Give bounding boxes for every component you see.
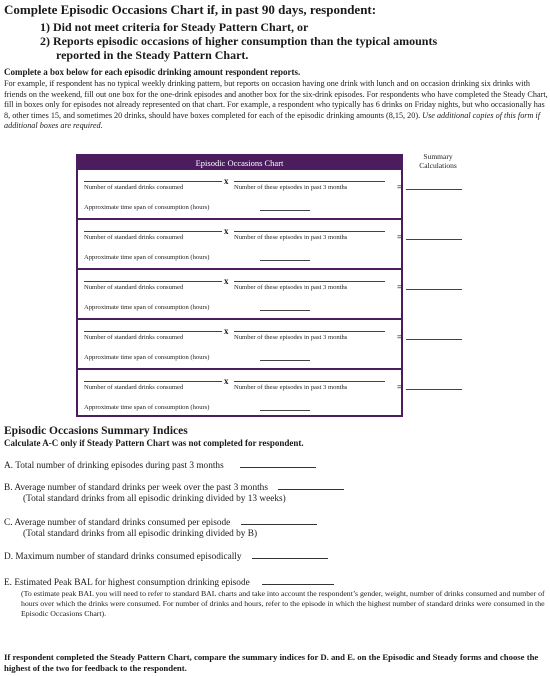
index-e xyxy=(4,576,334,589)
equals-symbol: = xyxy=(397,382,403,392)
chart-row xyxy=(78,320,401,370)
index-c xyxy=(4,516,317,540)
index-b-sub: (Total standard drinks from all episodic drinking divided by 13 weeks) xyxy=(23,494,286,504)
summary-calculation-field[interactable] xyxy=(406,239,462,240)
instructions-text: For example, if respondent has no typical weekly drinking pattern, but reports on occasion having one drink with lunch and on occasion drinking six drinks with friends on the weekend, fill out one box for the one-drink episodes and another box for the six-drink episodes. For respondents who have completed the Steady Chart, fill in boxes only for episodes not already represented on that chart. For example, a respondent who typically has 6 drinks on Friday nights, but who occasionally has 8, other times 15, and sometimes 20 drinks, should have boxes completed for each of the episodic drinking amounts (8,15, 20). xyxy=(4,79,548,120)
timespan-label: Approximate time span of consumption (hours) xyxy=(84,354,210,361)
index-b-label: B. Average number of standard drinks per week over the past 3 months xyxy=(4,483,268,493)
times-symbol: x xyxy=(224,226,229,236)
summary-calculation-field[interactable] xyxy=(406,339,462,340)
times-symbol: x xyxy=(224,176,229,186)
episodes-field[interactable] xyxy=(234,231,385,232)
timespan-field[interactable] xyxy=(260,260,310,261)
drinks-label: Number of standard drinks consumed xyxy=(84,184,184,191)
equals-symbol: = xyxy=(397,232,403,242)
equals-symbol: = xyxy=(397,282,403,292)
index-c-sub: (Total standard drinks from all episodic drinking divided by B) xyxy=(23,529,258,539)
criterion-2: 2) Reports episodic occasions of higher consumption than the typical amounts xyxy=(40,34,438,48)
episodes-label: Number of these episodes in past 3 months xyxy=(234,234,348,241)
drinks-field[interactable] xyxy=(84,281,222,282)
drinks-field[interactable] xyxy=(84,231,222,232)
times-symbol: x xyxy=(224,376,229,386)
summary-title: Episodic Occasions Summary Indices xyxy=(4,425,188,437)
index-a-field[interactable] xyxy=(240,459,316,468)
episodes-field[interactable] xyxy=(234,281,385,282)
chart-row xyxy=(78,220,401,270)
equals-symbol: = xyxy=(397,182,403,192)
index-d-field[interactable] xyxy=(252,550,328,559)
timespan-label: Approximate time span of consumption (hours) xyxy=(84,254,210,261)
criterion-2-cont: reported in the Steady Pattern Chart. xyxy=(56,48,249,62)
index-e-label: E. Estimated Peak BAL for highest consumption drinking episode xyxy=(4,578,250,588)
drinks-field[interactable] xyxy=(84,181,222,182)
index-d xyxy=(4,550,328,563)
drinks-label: Number of standard drinks consumed xyxy=(84,284,184,291)
index-b-field[interactable] xyxy=(278,481,344,490)
index-d-label: D. Maximum number of standard drinks consumed episodically xyxy=(4,552,242,562)
index-c-label: C. Average number of standard drinks consumed per episode xyxy=(4,518,231,528)
summary-calculation-field[interactable] xyxy=(406,289,462,290)
instructions-italic: Use additional copies of this form if additional boxes are required. xyxy=(4,110,540,131)
episodes-label: Number of these episodes in past 3 months xyxy=(234,284,348,291)
timespan-label: Approximate time span of consumption (hours) xyxy=(84,404,210,411)
form-title: Complete Episodic Occasions Chart if, in past 90 days, respondent: xyxy=(4,2,377,17)
timespan-field[interactable] xyxy=(260,210,310,211)
episodes-field[interactable] xyxy=(234,181,385,182)
index-b xyxy=(4,481,344,505)
summary-calculations-heading: Summary Calculations xyxy=(419,152,457,170)
footer-instruction: If respondent completed the Steady Pattern Chart, compare the summary indices for D. and E. on the Episodic and Steady forms and choose the highest of the two for feedback to the respondent. xyxy=(4,652,539,673)
episodes-field[interactable] xyxy=(234,331,385,332)
summary-subtitle: Calculate A-C only if Steady Pattern Chart was not completed for respondent. xyxy=(4,438,304,448)
chart-row xyxy=(78,170,401,220)
times-symbol: x xyxy=(224,326,229,336)
index-a-label: A. Total number of drinking episodes during past 3 months xyxy=(4,461,224,471)
timespan-field[interactable] xyxy=(260,410,310,411)
episodes-label: Number of these episodes in past 3 months xyxy=(234,334,348,341)
drinks-label: Number of standard drinks consumed xyxy=(84,384,184,391)
index-a xyxy=(4,459,316,472)
equals-symbol: = xyxy=(397,332,403,342)
index-e-field[interactable] xyxy=(262,576,334,585)
episodes-field[interactable] xyxy=(234,381,385,382)
timespan-label: Approximate time span of consumption (hours) xyxy=(84,204,210,211)
episodes-label: Number of these episodes in past 3 months xyxy=(234,384,348,391)
drinks-field[interactable] xyxy=(84,331,222,332)
instructions-body xyxy=(4,79,548,132)
timespan-label: Approximate time span of consumption (hours) xyxy=(84,304,210,311)
drinks-label: Number of standard drinks consumed xyxy=(84,234,184,241)
summary-calculation-field[interactable] xyxy=(406,189,462,190)
times-symbol: x xyxy=(224,276,229,286)
instructions-heading: Complete a box below for each episodic drinking amount respondent reports. xyxy=(4,67,301,77)
chart-row xyxy=(78,270,401,320)
timespan-field[interactable] xyxy=(260,310,310,311)
timespan-field[interactable] xyxy=(260,360,310,361)
summary-calculation-field[interactable] xyxy=(406,389,462,390)
chart-title: Episodic Occasions Chart xyxy=(78,156,401,170)
chart-row xyxy=(78,370,401,420)
drinks-label: Number of standard drinks consumed xyxy=(84,334,184,341)
bal-note: (To estimate peak BAL you will need to refer to standard BAL charts and take into account the respondent’s gender, weight, number of drinks consumed and number of hours over which the drinks were consumed. For number of drinks and hours, refer to the episode in which the highest number of standard drinks were consumed in the Episodic Occasions Chart). xyxy=(21,589,545,618)
criterion-1: 1) Did not meet criteria for Steady Pattern Chart, or xyxy=(40,20,309,34)
drinks-field[interactable] xyxy=(84,381,222,382)
episodes-label: Number of these episodes in past 3 months xyxy=(234,184,348,191)
index-c-field[interactable] xyxy=(241,516,317,525)
